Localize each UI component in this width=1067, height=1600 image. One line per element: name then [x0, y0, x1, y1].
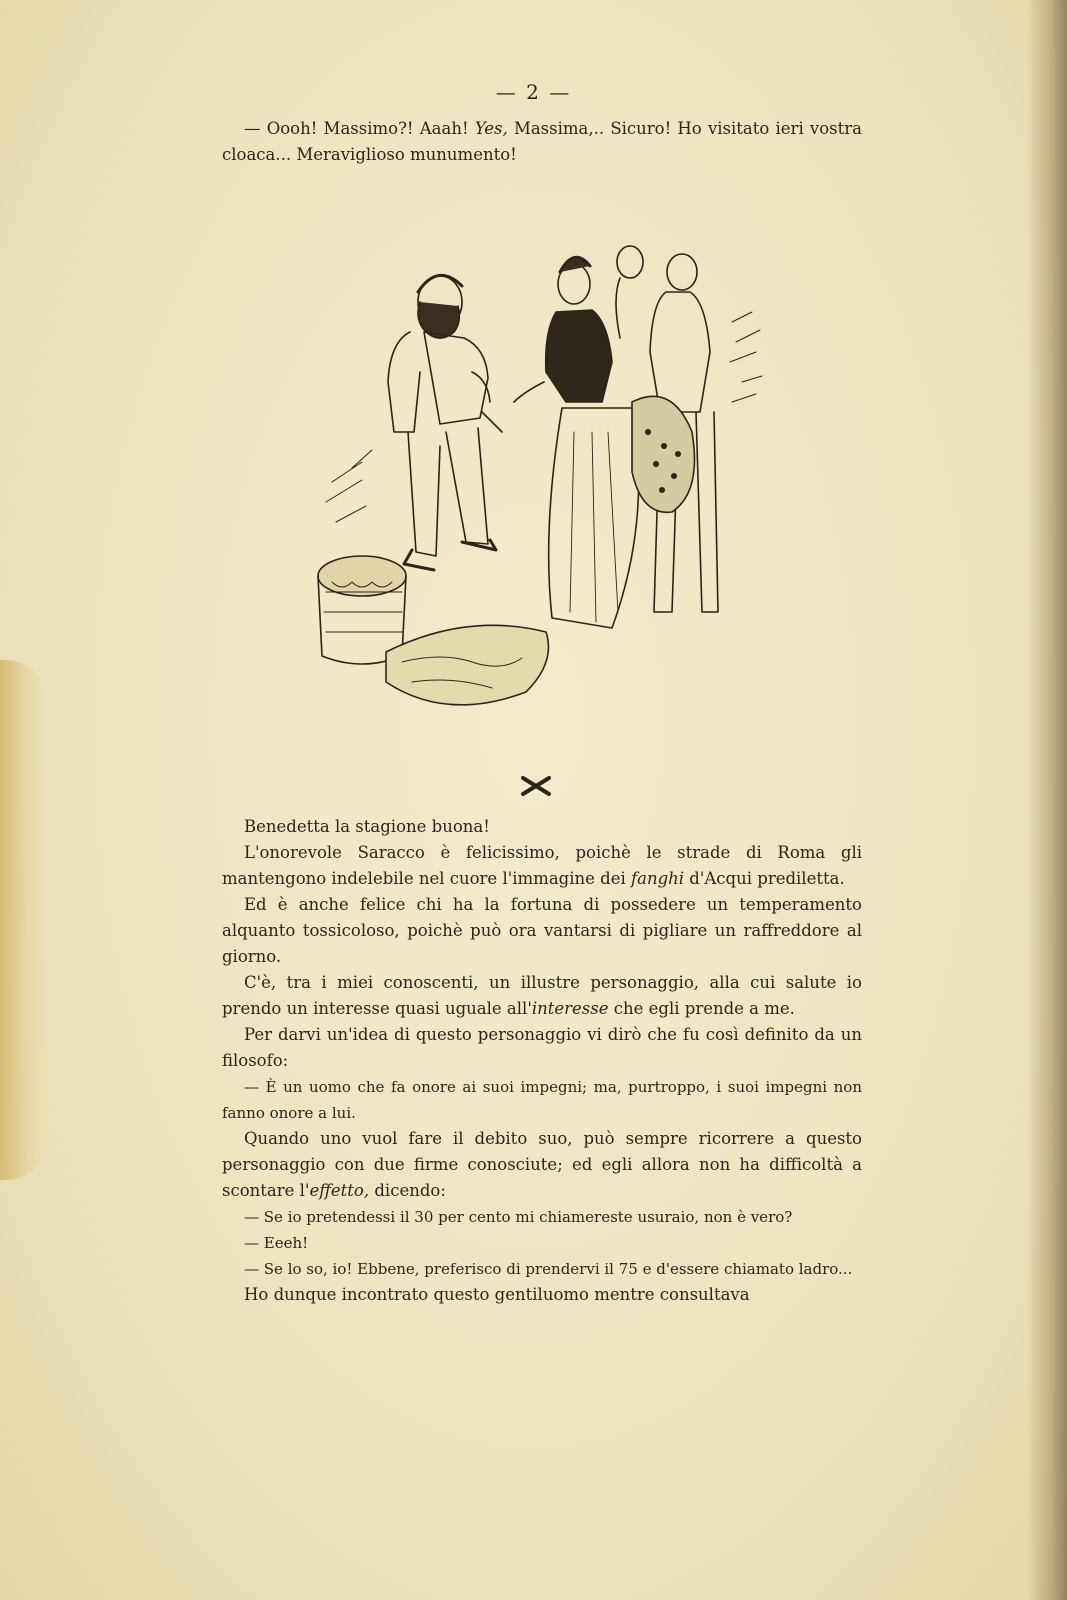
paragraph-text: che egli prende a me. [608, 999, 795, 1018]
top-dialogue [222, 116, 862, 168]
paragraph: Benedetta la stagione buona! [244, 817, 490, 836]
body-text [222, 814, 862, 1308]
paragraph [222, 970, 862, 1022]
paragraph-text: d'Acqui prediletta. [684, 869, 845, 888]
paragraph-italic: fanghi [631, 869, 685, 888]
page-number: — 2 — [495, 80, 572, 104]
paragraph-text: L'onorevole Saracco è felicissimo, poichè le strade di Roma gli mantengono indelebile nel cuore l'immagine dei [222, 843, 862, 888]
cross-ornament-icon [521, 776, 551, 796]
paragraph-italic: interesse [531, 999, 609, 1018]
paragraph: Per darvi un'idea di questo personaggio vi dirò che fu così definito da un filosofo: [222, 1025, 862, 1070]
paper-stain [0, 660, 46, 1180]
paragraph: Ho dunque incontrato questo gentiluomo mentre consultava [244, 1285, 750, 1304]
quote-paragraph: — Se io pretendessi il 30 per cento mi chiamereste usuraio, non è vero? [244, 1208, 793, 1226]
engraving-figures-icon [312, 232, 782, 752]
quote-paragraph: — Eeeh! [244, 1234, 309, 1252]
paragraph [222, 1126, 862, 1204]
quote-paragraph: — È un uomo che fa onore ai suoi impegni; ma, purtroppo, i suoi impegni non fanno onore a lui. [222, 1078, 862, 1122]
paragraph: Ed è anche felice chi ha la fortuna di possedere un temperamento alquanto tossicoloso, poichè può ora vantarsi di pigliare un raffreddore al giorno. [222, 895, 862, 966]
paragraph-italic: effetto, [309, 1181, 370, 1200]
paragraph [222, 840, 862, 892]
quote-paragraph: — Se lo so, io! Ebbene, preferisco di prendervi il 75 e d'essere chiamato ladro... [244, 1260, 853, 1278]
page-edge-shadow [1027, 0, 1067, 1600]
dialogue-text: — Oooh! Massimo?! Aaah! [244, 119, 475, 138]
dialogue-paragraph [222, 116, 862, 168]
paragraph-text: dicendo: [369, 1181, 446, 1200]
dialogue-italic: Yes, [474, 119, 508, 138]
dialogue-text-2: Massima,.. Sicuro! Ho visitato ieri vostra cloaca... Meraviglioso munumento! [222, 119, 863, 164]
paragraph-text: Quando uno vuol fare il debito suo, può sempre ricorrere a questo personaggio con due firme conosciute; ed egli allora non ha difficoltà a scontare l' [222, 1129, 862, 1200]
paragraph-text: C'è, tra i miei conoscenti, un illustre personaggio, alla cui salute io prendo un interesse quasi uguale all' [222, 973, 862, 1018]
